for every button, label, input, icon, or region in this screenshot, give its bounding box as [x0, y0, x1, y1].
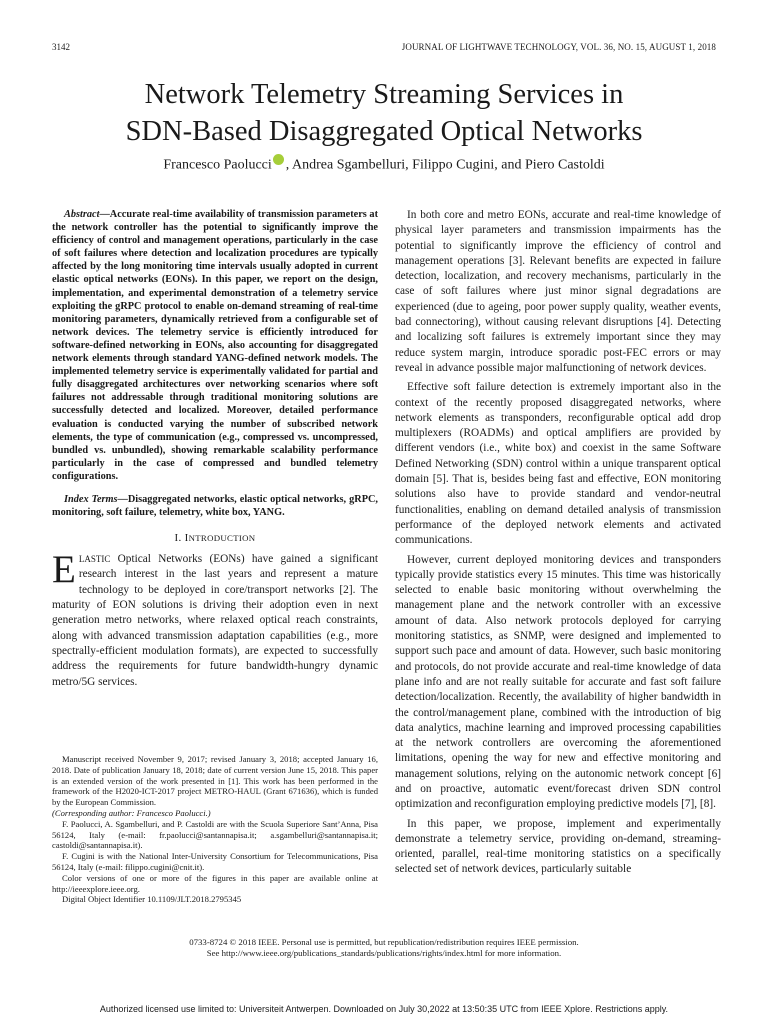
author-list [52, 152, 716, 174]
footnote-manuscript: Manuscript received November 9, 2017; revised January 3, 2018; accepted January 16, 2018. Date of publication January 18, 2018; date of current version June 15, 2018. This paper is an extended version of the work presented in [1]. This work has been performed in the framework of the H2020-ICT-2017 project METRO-HAUL (Grant 671636), which is funded by the European Commission. [52, 754, 378, 808]
page-number: 3142 [52, 42, 70, 52]
intro-text: Optical Networks (EONs) have gained a significant research interest in the last years and represent a mature technology to be deployed in core/transport networks [2]. The maturity of EON solutions is driving their adoption even in next generation metro networks, where relaxed optical reach constraints, along with advanced transmission adaptation capabilities (e.g., more spectrally-efficient modulation formats), are expected to successfully address the requirements for future bandwidth-hungry dynamic metro/5G services. [52, 553, 378, 688]
footnotes [52, 754, 378, 905]
title-line-2: SDN-Based Disaggregated Optical Networks [125, 116, 643, 147]
footnote-corresponding: (Corresponding author: Francesco Paolucci.) [52, 807, 211, 818]
body-paragraph-2: Effective soft failure detection is extremely important also in the context of the recently proposed disaggregated networks, where network elements as transponders, reconfigurable optical add drop multiplexers (ROADMs) and optical amplifiers are provided by different vendors (i.e., white box) and coexist in the same Software Defined Networking (SDN) control within a unique transparent optical domain [5]. That is, besides being fast and effective, EON monitoring solutions also have to provide standard and vendor-neutral functionalities, enabling on demand detailed analysis of transmission performance of the deployed network elements and activated communications. [395, 381, 721, 547]
title-line-1: Network Telemetry Streaming Services in [144, 79, 624, 110]
index-terms-text: —Disaggregated networks, elastic optical networks, gRPC, monitoring, soft failure, telemetry, white box, YANG. [52, 493, 378, 519]
abstract-lead: Abstract [64, 209, 100, 220]
license-footer: Authorized licensed use limited to: Universiteit Antwerpen. Downloaded on July 30,2022 at 13:50:35 UTC from IEEE Xplore. Restrictions apply. [99, 1004, 669, 1014]
footnote-affiliation-2: F. Cugini is with the National Inter-University Consortium for Telecommunications, Pisa 56124, Italy (e-mail: filippo.cugini@cnit.it). [52, 851, 378, 872]
index-terms-lead: Index Terms [64, 493, 118, 505]
index-terms [52, 493, 378, 519]
body-paragraph-1: In both core and metro EONs, accurate and real-time knowledge of physical layer parameters and transmission impairments has the potential to significantly improve the efficiency of control and management operations [3]. Relevant benefits are expected in failure detection, localization, and recovery mechanisms, particularly in the case of soft failures where just minor signal degradations are experienced (due to ageing, poor power supply quality, weather events, bad connectoring), without causing relevant disruptions [4]. Detecting and localizing soft failures is extremely important since they may reduce system margin, introduce sporadic post-FEC errors or may reveal in advance possible major malfunctioning of network devices. [395, 209, 721, 374]
abstract-text: —Accurate real-time availability of transmission parameters at the network controller has the potential to significantly improve the efficiency of control and management operations, particularly in the case of soft failures where detection and localization procedures are typically affected by the long monitoring time intervals usually adopted in current elastic optical networks (EONs). In this paper, we report on the design, implementation, and experimental demonstration of a telemetry service exploiting the gRPC protocol to enable on-demand streaming of real-time monitoring parameters, dynamically retrieved from a configurable set of network devices. The telemetry service is efficiently introduced for software-defined networking in EONs, also accounting for disaggregated network elements through standard YANG-defined network models. The implemented telemetry service is experimentally validated for partial and fully disaggregated architectures over networking scenarios where soft failures not addressable through traditional monitoring solutions are successfully detected and localized. Moreover, detailed performance evaluation is conducted varying the number of subscribed network elements, the type of communication (e.g., compressed vs. uncompressed, bundled vs. unbundled), showing remarkable scalability performance particularly in the case of compressed and bundled telemetry configurations. [52, 209, 378, 482]
left-column [52, 208, 378, 690]
body-paragraph-3: However, current deployed monitoring devices and transponders typically provide statistics every 15 minutes. This time was historically selected to enable basic monitoring without overwhelming the management plane and the network controller with an excessive amount of data. Also network protocols deployed for carrying monitoring statistics, as SNMP, were designed and implemented to support such pace and amount of data. However, such basic monitoring and protocols, do not provide accurate and real-time knowledge of data plane info and are not really suitable for accurate and fast soft failure detection/localization. Recently, the availability of higher bandwidth in the control/management plane, combined with the introduction of big data analytics, machine learning and improved processing capabilities at the network controllers are overcoming the aforementioned limitations, opening the way for new and effective monitoring and management solutions, relying on the autonomic network concept [6] and on proactive, automatic event/forecast driven SDN control optimization and reconfiguration employing predictive models [7], [8]. [395, 553, 721, 811]
body-paragraph-4: In this paper, we propose, implement and experimentally demonstrate a telemetry service, providing on-demand, streaming-oriented, parallel, real-time monitoring statistics on a specifically selected set of network devices, particularly suitable [395, 817, 721, 876]
first-author: Francesco Paolucci [163, 157, 272, 173]
footnote-affiliation-1: F. Paolucci, A. Sgambelluri, and P. Castoldi are with the Scuola Superiore Sant’Anna, Pisa 56124, Italy (e-mail: fr.paolucci@santannapisa.it; a.sgambelluri@santannapisa.it; castoldi@santannapisa.it). [52, 818, 378, 851]
intro-smallcaps: LASTIC [78, 554, 111, 565]
section-title-first-letter: I [184, 532, 189, 545]
other-authors: , Andrea Sgambelluri, Filippo Cugini, and Piero Castoldi [285, 157, 605, 173]
drop-cap: E [52, 548, 76, 592]
abstract [52, 208, 378, 483]
journal-header: JOURNAL OF LIGHTWAVE TECHNOLOGY, VOL. 36, NO. 15, AUGUST 1, 2018 [401, 42, 716, 52]
copyright-line-2: See http://www.ieee.org/publications_standards/publications/rights/index.html for more information. [206, 948, 562, 958]
footnote-doi: Digital Object Identifier 10.1109/JLT.2018.2795345 [62, 894, 242, 905]
copyright-line-1: 0733-8724 © 2018 IEEE. Personal use is permitted, but republication/redistribution requires IEEE permission. [189, 937, 579, 947]
copyright-notice [52, 937, 716, 959]
section-heading-introduction [52, 532, 378, 544]
right-column [395, 208, 721, 878]
intro-paragraph-1 [52, 548, 378, 690]
footnote-color: Color versions of one or more of the figures in this paper are available online at http://ieeexplore.ieee.org. [52, 872, 378, 894]
orcid-icon[interactable] [273, 154, 284, 165]
section-title-rest: NTRODUCTION [188, 533, 256, 544]
paper-title [52, 76, 716, 150]
section-numeral: I. [174, 532, 182, 545]
